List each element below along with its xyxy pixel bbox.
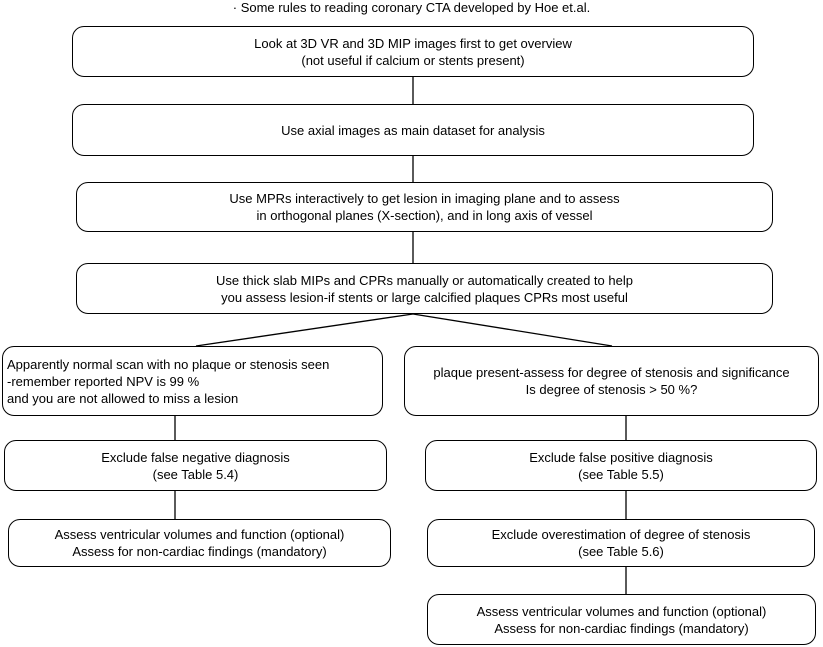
- node-overestimation-line-2: (see Table 5.6): [578, 544, 664, 559]
- node-ventricular-right: [427, 594, 816, 645]
- node-ventricular-right-line-2: Assess for non-cardiac findings (mandatory): [494, 620, 749, 636]
- node-normal-scan-line-1: Apparently normal scan with no plaque or stenosis seen: [7, 356, 330, 372]
- node-mpr: [76, 182, 773, 232]
- node-overestimation-line-1: Exclude overestimation of degree of stenosis: [491, 527, 751, 542]
- node-axial-line-1: Use axial images as main dataset for analysis: [281, 122, 545, 138]
- node-normal-scan: [2, 346, 383, 416]
- node-thick-slab-line-1: Use thick slab MIPs and CPRs manually or automatically created to help: [216, 272, 633, 288]
- node-false-positive-line-1: Exclude false positive diagnosis: [529, 449, 713, 465]
- node-thick-slab-line-2: you assess lesion-if stents or large calcified plaques CPRs most useful: [221, 289, 628, 305]
- node-false-negative-line-2: (see Table 5.4): [152, 466, 239, 482]
- node-ventricular-right-line-1: Assess ventricular volumes and function (optional): [476, 603, 767, 619]
- node-ventricular-left-line-1: Assess ventricular volumes and function (optional): [54, 527, 345, 542]
- node-overview-line-1: Look at 3D VR and 3D MIP images first to get overview: [254, 35, 572, 51]
- node-false-positive: [425, 440, 817, 491]
- node-axial: [72, 104, 754, 156]
- node-overview-line-2: (not useful if calcium or stents present): [301, 52, 525, 68]
- node-normal-scan-line-3: and you are not allowed to miss a lesion: [7, 390, 239, 406]
- node-false-negative: [4, 440, 387, 491]
- node-ventricular-left: [8, 519, 391, 567]
- node-false-positive-line-2: (see Table 5.5): [578, 466, 664, 482]
- edge-thick-slab-plaque-present: [413, 314, 612, 346]
- node-false-negative-line-1: Exclude false negative diagnosis: [101, 449, 290, 465]
- diagram-title: · Some rules to reading coronary CTA developed by Hoe et.al.: [232, 0, 591, 15]
- node-normal-scan-line-2: -remember reported NPV is 99 %: [7, 373, 200, 389]
- node-thick-slab: [76, 263, 773, 314]
- edge-thick-slab-normal-scan: [196, 314, 413, 346]
- node-plaque-present: [404, 346, 819, 416]
- node-mpr-line-1: Use MPRs interactively to get lesion in imaging plane and to assess: [229, 191, 620, 206]
- node-plaque-present-line-2: Is degree of stenosis > 50 %?: [525, 382, 698, 397]
- node-plaque-present-line-1: plaque present-assess for degree of stenosis and significance: [433, 365, 790, 380]
- node-ventricular-left-line-2: Assess for non-cardiac findings (mandatory): [72, 544, 327, 559]
- node-mpr-line-2: in orthogonal planes (X-section), and in long axis of vessel: [256, 208, 593, 223]
- node-overview: [72, 26, 754, 77]
- node-overestimation: [427, 519, 815, 567]
